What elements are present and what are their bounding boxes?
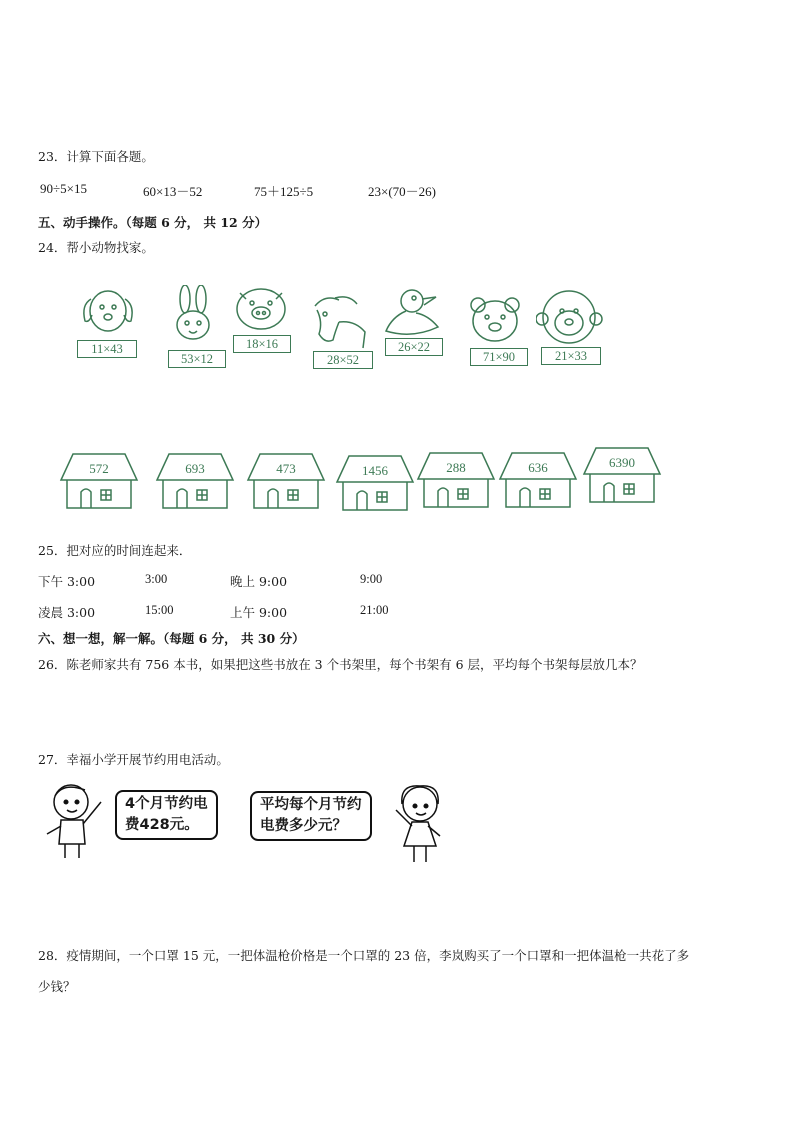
house-7 <box>582 446 662 504</box>
monkey-icon <box>536 289 606 347</box>
house-1 <box>59 452 139 510</box>
q25-row1-b: 3:00 <box>145 572 168 586</box>
q25-row2-b: 15:00 <box>145 603 174 617</box>
duck-tag: 26×22 <box>385 338 443 356</box>
q23-expression-1: 90÷5×15 <box>40 181 87 196</box>
q23-expression-3: 75＋125÷5 <box>254 184 314 199</box>
speech-bubble-left <box>115 790 218 840</box>
dog-tag: 11×43 <box>77 340 137 358</box>
rabbit-tag: 53×12 <box>168 350 226 368</box>
pig-icon <box>232 285 294 337</box>
duck-icon <box>382 287 444 339</box>
q25-title: 25．把对应的时间连起来． <box>38 543 192 558</box>
bubble-right-line-1: 平均每个月节约 <box>260 797 362 813</box>
bubble-left-line-1: 4个月节约电 <box>125 796 208 812</box>
q25-row1-a: 下午 3:00 <box>38 574 96 589</box>
q27-title: 27．幸福小学开展节约用电活动。 <box>38 752 229 767</box>
section-6-heading: 六、想一想，解一解。（每题 6 分， 共 30 分） <box>38 631 305 646</box>
q28-text-line-1: 28．疫情期间，一个口罩 15 元，一把体温枪价格是一个口罩的 23 倍，李岚购买了一个口罩和一把体温枪一共花了多 <box>38 948 690 963</box>
bubble-right-line-2: 电费多少元？ <box>260 818 347 834</box>
house-4-number: 1456 <box>362 463 388 478</box>
house-2 <box>155 452 235 510</box>
q23-title: 23．计算下面各题。 <box>38 149 154 164</box>
q28-text-line-2: 少钱？ <box>38 979 76 994</box>
house-6-number: 636 <box>528 460 548 475</box>
speech-bubble-right <box>250 791 372 841</box>
pig-tag: 18×16 <box>233 335 291 353</box>
goat-tag: 28×52 <box>313 351 373 369</box>
q24-title: 24．帮小动物找家。 <box>38 240 154 255</box>
house-3-number: 473 <box>276 461 296 476</box>
girl-icon <box>384 780 454 868</box>
rabbit-icon <box>165 285 225 351</box>
house-2-number: 693 <box>185 461 205 476</box>
monkey-tag: 21×33 <box>541 347 601 365</box>
q23-expression-4: 23×(70－26) <box>368 184 436 199</box>
q25-row1-c: 晚上 9:00 <box>230 574 288 589</box>
goat-icon <box>305 292 375 352</box>
house-3 <box>246 452 326 510</box>
q23-expression-2: 60×13－52 <box>143 184 203 199</box>
bear-icon <box>466 295 526 347</box>
dog-icon <box>75 287 145 343</box>
q26-text: 26．陈老师家共有 756 本书，如果把这些书放在 3 个书架里，每个书架有 6 层，平均每个书架每层放几本？ <box>38 657 643 672</box>
house-7-number: 6390 <box>609 455 635 470</box>
q25-row2-c: 上午 9:00 <box>230 605 288 620</box>
section-5-heading: 五、动手操作。（每题 6 分， 共 12 分） <box>38 215 268 230</box>
bear-tag: 71×90 <box>470 348 528 366</box>
house-1-number: 572 <box>89 461 109 476</box>
boy-icon <box>35 780 115 862</box>
q25-row2-a: 凌晨 3:00 <box>38 605 96 620</box>
bubble-left-line-2: 费428元。 <box>125 817 199 833</box>
house-6 <box>498 451 578 509</box>
house-4 <box>335 454 415 512</box>
house-5 <box>416 451 496 509</box>
house-5-number: 288 <box>446 460 466 475</box>
q25-row2-d: 21:00 <box>360 603 389 617</box>
q25-row1-d: 9:00 <box>360 572 383 586</box>
